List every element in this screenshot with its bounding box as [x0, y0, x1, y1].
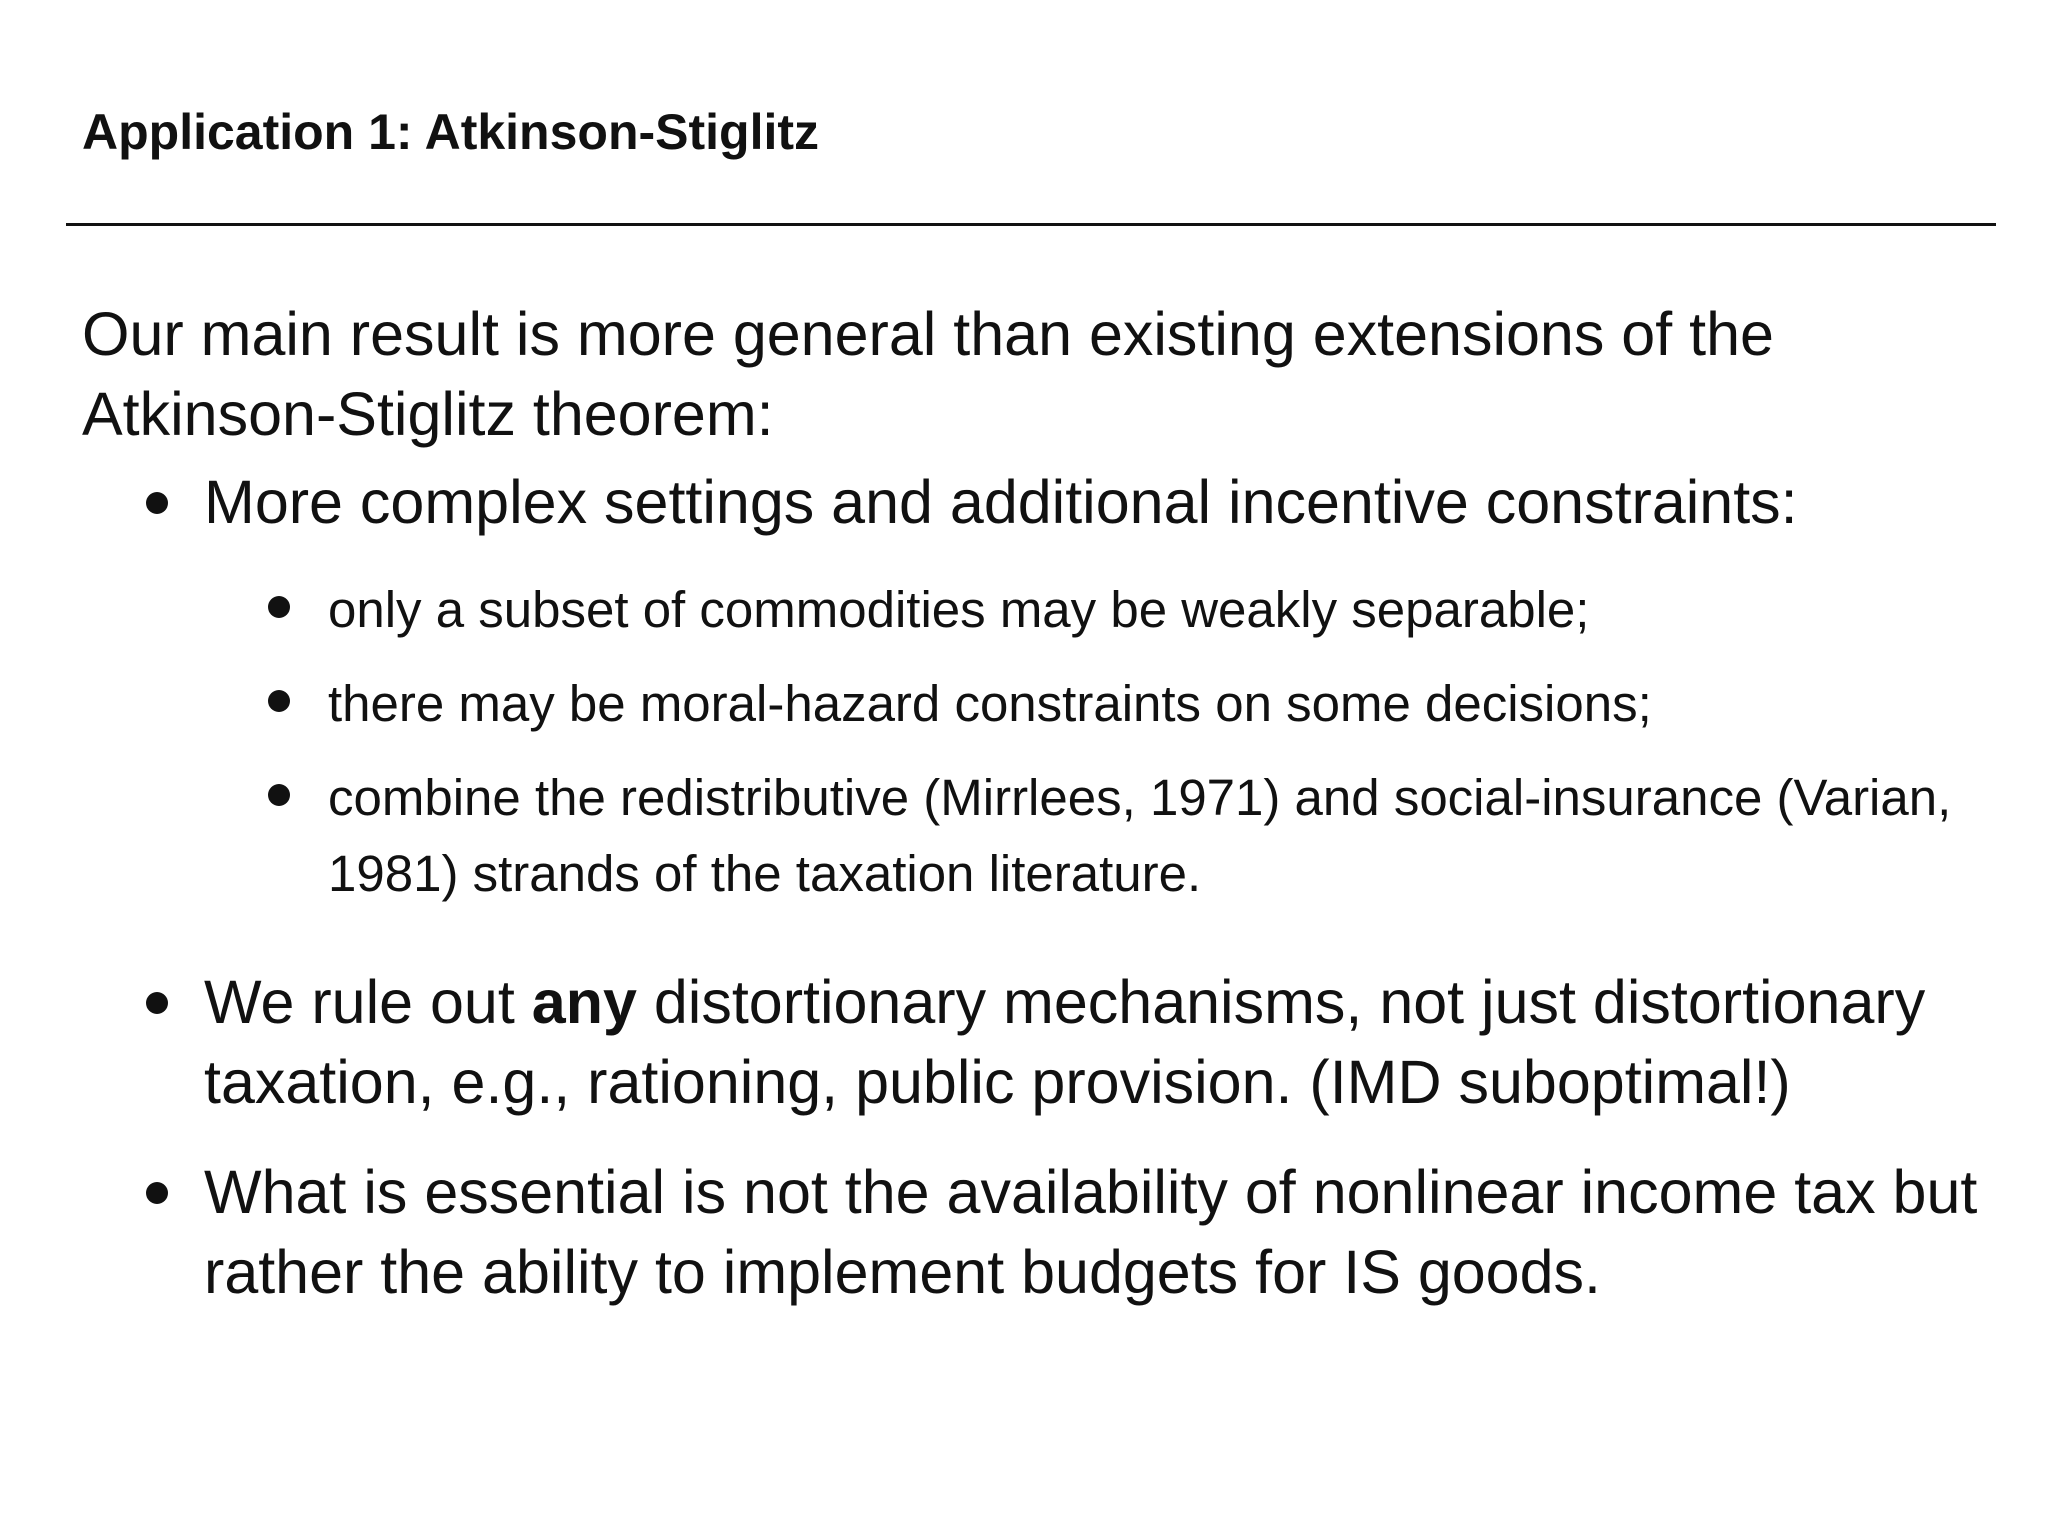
- bullet-text: More complex settings and additional incentive constraints:: [204, 468, 1798, 536]
- subbullet-item-weakly-separable: [268, 572, 1968, 648]
- bullet-item-essential: [146, 1152, 1986, 1312]
- bullet-text: [204, 962, 1986, 1122]
- slide-title: Application 1: Atkinson-Stiglitz: [82, 104, 820, 160]
- emphasis-any: any: [531, 968, 637, 1036]
- bullet-text: What is essential is not the availability of nonlinear income tax but rather the ability to implement budgets for IS goods.: [204, 1158, 1978, 1306]
- subbullet-text: combine the redistributive (Mirrlees, 1971) and social-insurance (Varian, 1981) strands of the taxation literature.: [328, 769, 1952, 902]
- subbullet-text: only a subset of commodities may be weakly separable;: [328, 581, 1590, 638]
- bullet-dot-icon: [146, 1182, 168, 1204]
- bullet-text-suffix: distortionary mechanisms, not just distortionary taxation, e.g., rationing, public provision. (IMD suboptimal!): [204, 968, 1926, 1116]
- subbullet-item-moral-hazard: [268, 666, 1968, 742]
- bullet-dot-icon: [268, 596, 290, 618]
- bullet-dot-icon: [146, 492, 168, 514]
- bullet-dot-icon: [268, 784, 290, 806]
- bullet-dot-icon: [268, 690, 290, 712]
- subbullet-item-combine-strands: [268, 760, 1968, 912]
- intro-paragraph: Our main result is more general than existing extensions of the Atkinson-Stiglitz theorem:: [82, 300, 1774, 448]
- subbullet-text: there may be moral-hazard constraints on some decisions;: [328, 675, 1652, 732]
- bullet-item-rule-out: [146, 962, 1986, 1122]
- bullet-dot-icon: [146, 992, 168, 1014]
- bullet-item-complex-settings: [146, 462, 1986, 542]
- bullet-text-prefix: We rule out: [204, 968, 532, 1036]
- title-divider: [66, 223, 1996, 226]
